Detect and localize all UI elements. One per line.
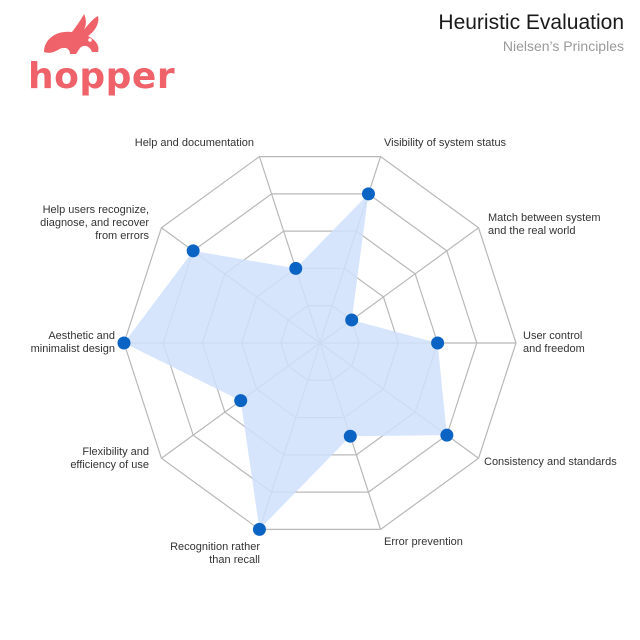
axis-label: [384, 536, 463, 548]
axis-label-line: and the real world: [488, 225, 576, 237]
data-point: [344, 430, 357, 443]
data-point: [289, 262, 302, 275]
axis-label: [484, 456, 617, 468]
axis-label-line: Flexibility and: [82, 446, 149, 458]
data-point: [345, 313, 358, 326]
axis-label-line: Visibility of system status: [384, 137, 507, 149]
axis-label: [384, 137, 507, 149]
axis-label-line: Help users recognize,: [42, 204, 149, 216]
data-point: [431, 337, 444, 350]
data-point: [440, 429, 453, 442]
axis-label: [31, 330, 115, 355]
axis-label-line: from errors: [95, 230, 149, 242]
axis-label-line: Aesthetic and: [48, 330, 115, 342]
axis-label: [70, 446, 149, 471]
axis-label-line: Consistency and standards: [484, 456, 617, 468]
page-subtitle: Nielsen’s Principles: [502, 38, 624, 54]
axis-label-line: Error prevention: [384, 536, 463, 548]
data-point: [118, 337, 131, 350]
axis-label: [135, 137, 254, 149]
axis-label-line: and freedom: [523, 343, 585, 355]
axis-label-line: Match between system: [488, 212, 601, 224]
axis-label: [488, 212, 601, 237]
axis-label: [40, 204, 149, 242]
axis-label-line: User control: [523, 330, 583, 342]
logo-text: hopper: [28, 56, 176, 97]
data-area: [124, 194, 447, 530]
data-point: [253, 523, 266, 536]
axis-label-line: Recognition rather: [170, 541, 260, 553]
data-point: [234, 394, 247, 407]
axis-label-line: minimalist design: [30, 343, 115, 355]
page-title: Heuristic Evaluation: [438, 11, 624, 34]
axis-label: [523, 330, 585, 355]
axis-label-line: Help and documentation: [134, 137, 254, 149]
data-point: [187, 244, 200, 257]
axis-label-line: efficiency of use: [70, 459, 149, 471]
axis-label-line: diagnose, and recover: [40, 217, 149, 229]
axis-label-line: than recall: [209, 554, 260, 566]
data-point: [362, 187, 375, 200]
axis-label: [170, 541, 260, 566]
radar-area-layer: [124, 194, 447, 530]
